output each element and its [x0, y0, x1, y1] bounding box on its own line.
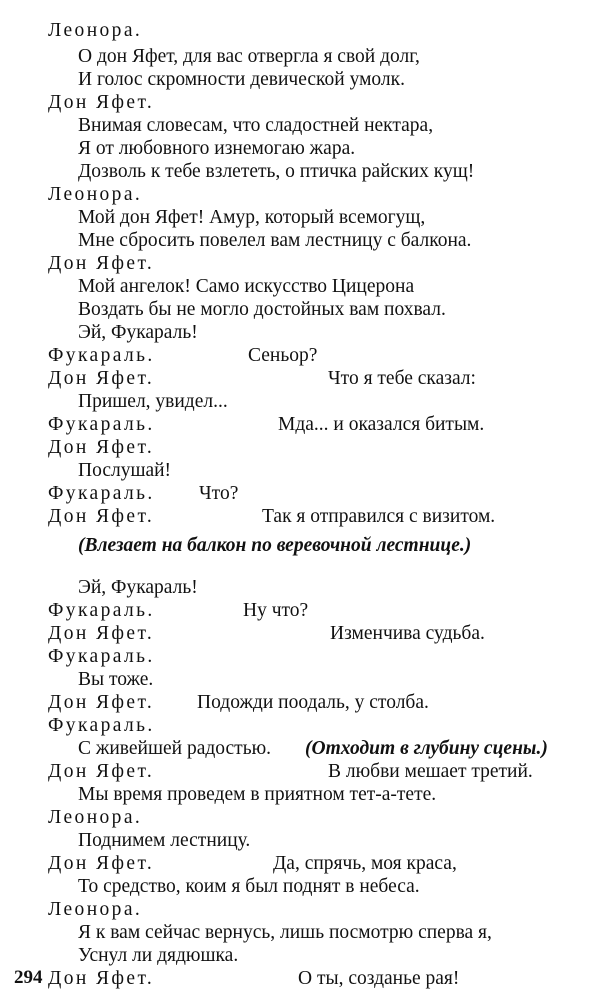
speaker-name: Дон Яфет.	[48, 761, 155, 782]
verse-text: И голос скромности девической умолк.	[78, 69, 405, 90]
verse-text: Подожди поодаль, у столба.	[197, 692, 429, 713]
verse-text: Изменчива судьба.	[330, 623, 485, 644]
verse-text: Вы тоже.	[78, 669, 154, 690]
play-line	[0, 506, 600, 528]
play-line	[0, 968, 600, 990]
verse-line	[0, 784, 600, 806]
speaker-name: Фукараль.	[48, 646, 155, 667]
verse-text: Мне сбросить повелел вам лестницу с балкона.	[78, 230, 472, 251]
verse-line	[0, 577, 600, 599]
play-line	[0, 807, 600, 829]
verse-line	[0, 276, 600, 298]
play-line	[0, 899, 600, 921]
verse-text: Эй, Фукараль!	[78, 577, 198, 598]
speaker-name: Фукараль.	[48, 345, 155, 366]
speaker-name: Фукараль.	[48, 414, 155, 435]
speaker-name: Фукараль.	[48, 483, 155, 504]
verse-text: Мой дон Яфет! Амур, который всемогущ,	[78, 207, 426, 228]
verse-text: Внимая словесам, что сладостней нектара,	[78, 115, 434, 136]
speaker-name: Дон Яфет.	[48, 506, 155, 527]
speaker-name: Дон Яфет.	[48, 968, 155, 989]
verse-line	[0, 876, 600, 898]
verse-line	[0, 322, 600, 344]
verse-text: Так я отправился с визитом.	[262, 506, 496, 527]
verse-text: Эй, Фукараль!	[78, 322, 198, 343]
verse-line	[0, 391, 600, 413]
verse-line	[0, 830, 600, 852]
verse-text: Что я тебе сказал:	[328, 368, 476, 389]
play-line	[0, 646, 600, 668]
play-line	[0, 623, 600, 645]
speaker-name: Фукараль.	[48, 600, 155, 621]
verse-line	[0, 115, 600, 137]
verse-text: Воздать бы не могло достойных вам похвал.	[78, 299, 446, 320]
verse-text: Пришел, увидел...	[78, 391, 228, 412]
page-number: 294	[14, 967, 43, 988]
play-line	[0, 437, 600, 459]
verse-text: В любви мешает третий.	[328, 761, 533, 782]
verse-text: Мда... и оказался битым.	[278, 414, 485, 435]
verse-text: Я от любовного изнемогаю жара.	[78, 138, 356, 159]
verse-line	[0, 46, 600, 68]
verse-text: Мы время проведем в приятном тет-а-тете.	[78, 784, 437, 805]
play-line	[0, 715, 600, 737]
play-line	[0, 414, 600, 436]
speaker-name: Дон Яфет.	[48, 368, 155, 389]
verse-text: О дон Яфет, для вас отвергла я свой долг,	[78, 46, 420, 67]
verse-text: Ну что?	[243, 600, 309, 621]
verse-text: Я к вам сейчас вернусь, лишь посмотрю сперва я,	[78, 922, 492, 943]
play-line	[0, 20, 600, 42]
play-line	[0, 253, 600, 275]
speaker-name: Дон Яфет.	[48, 623, 155, 644]
speaker-name: Леонора.	[48, 184, 143, 205]
verse-line	[0, 460, 600, 482]
play-line	[0, 483, 600, 505]
speaker-name: Леонора.	[48, 899, 143, 920]
stage-direction-line	[0, 535, 600, 557]
play-line	[0, 368, 600, 390]
speaker-name: Леонора.	[48, 20, 143, 41]
play-line	[0, 600, 600, 622]
verse-line	[0, 922, 600, 944]
play-line	[0, 692, 600, 714]
verse-text: Мой ангелок! Само искусство Цицерона	[78, 276, 415, 297]
verse-line	[0, 669, 600, 691]
speaker-name: Леонора.	[48, 807, 143, 828]
speaker-name: Дон Яфет.	[48, 92, 155, 113]
speaker-name: Дон Яфет.	[48, 437, 155, 458]
speaker-name: Фукараль.	[48, 715, 155, 736]
play-line	[0, 92, 600, 114]
verse-text: О ты, созданье рая!	[298, 968, 460, 989]
verse-text: С живейшей радостью.	[78, 738, 272, 759]
verse-line	[0, 738, 600, 760]
speaker-name: Дон Яфет.	[48, 692, 155, 713]
verse-line	[0, 207, 600, 229]
verse-text: Дозволь к тебе взлететь, о птичка райских кущ!	[78, 161, 475, 182]
verse-text: Послушай!	[78, 460, 172, 481]
verse-line	[0, 230, 600, 252]
verse-line	[0, 138, 600, 160]
speaker-name: Дон Яфет.	[48, 253, 155, 274]
stage-direction: (Влезает на балкон по веревочной лестнице.)	[78, 535, 472, 556]
verse-text: Что?	[199, 483, 239, 504]
play-line	[0, 345, 600, 367]
verse-line	[0, 945, 600, 967]
verse-text: Поднимем лестницу.	[78, 830, 251, 851]
verse-line	[0, 69, 600, 91]
verse-text: То средство, коим я был поднят в небеса.	[78, 876, 420, 897]
stage-direction: (Отходит в глубину сцены.)	[305, 738, 548, 759]
verse-text: Уснул ли дядюшка.	[78, 945, 239, 966]
play-line	[0, 184, 600, 206]
play-line	[0, 853, 600, 875]
play-line	[0, 761, 600, 783]
speaker-name: Дон Яфет.	[48, 853, 155, 874]
verse-text: Да, спрячь, моя краса,	[273, 853, 457, 874]
verse-line	[0, 299, 600, 321]
verse-line	[0, 161, 600, 183]
verse-text: Сеньор?	[248, 345, 318, 366]
